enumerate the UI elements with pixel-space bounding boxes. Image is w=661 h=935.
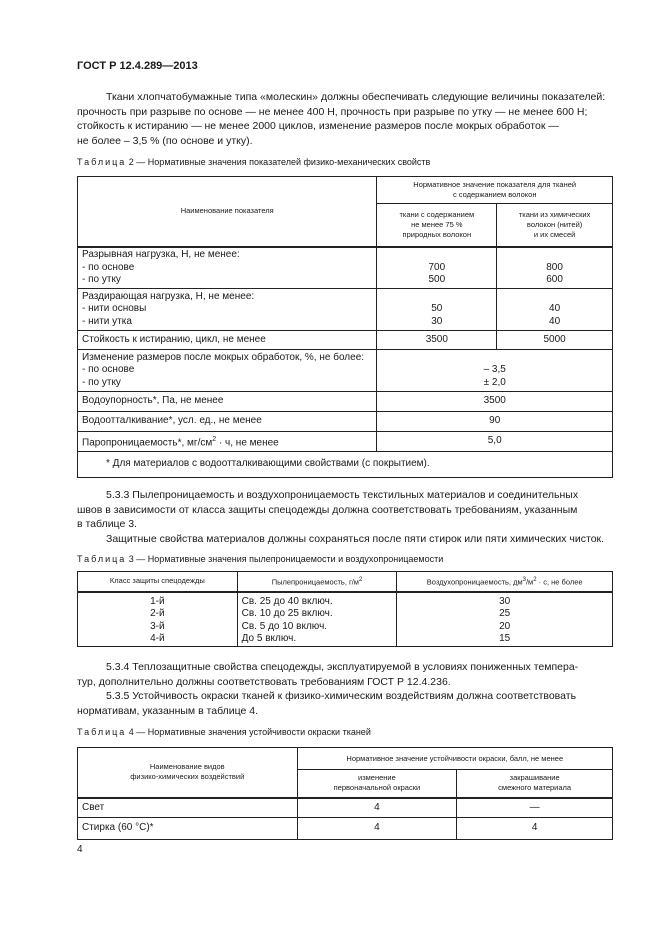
table2-head-col1: ткани с содержанием не менее 75 % природных волокон: [377, 204, 497, 247]
table4-head-col1: изменение первоначальной окраски: [297, 770, 457, 798]
document-header: ГОСТ Р 12.4.289—2013: [77, 60, 198, 72]
intro-line-4: не более – 3,5 % (по основе и утку).: [77, 134, 253, 147]
table2-caption: Таблица 2 — Нормативные значения показателей физико-механических свойств: [77, 157, 431, 167]
table2-head-name: Наименование показателя: [78, 177, 377, 247]
table-row: Изменение размеров после мокрых обработок, %, не более: - по основе - по утку – 3,5 ± 2,0: [78, 350, 613, 392]
intro-paragraph: [77, 90, 613, 148]
table-row: Разрывная нагрузка, Н, не менее: - по основе - по утку 700 500 800 600: [78, 247, 613, 289]
table2-head-norm: Нормативное значение показателя для тканей с содержанием волокон: [377, 177, 613, 204]
table2-footnote: * Для материалов с водоотталкивающими свойствами (с покрытием).: [78, 452, 613, 478]
table-3: [77, 571, 613, 647]
table4-head-col2: закрашивание смежного материала: [457, 770, 613, 798]
table-2: [77, 176, 613, 478]
table-row: Водоотталкивание*, усл. ед., не менее 90: [78, 412, 613, 432]
table3-head-air: Воздухопроницаемость, $дм^3/м^2 \cdot с$, не более: [397, 572, 613, 592]
table2-head-col2: ткани из химических волокон (нитей) и их смесей: [497, 204, 613, 247]
table-row: Свет 4 —: [78, 798, 613, 818]
table-row: Стирка (60 °С)* 4 4: [78, 818, 613, 840]
table4-head-name: Наименование видов физико-химических воздействий: [78, 748, 298, 798]
intro-line-1: Ткани хлопчатобумажные типа «молескин» должны обеспечивать следующие величины показателей:: [106, 91, 606, 103]
table-row: Водоупорность*, Па, не менее 3500: [78, 392, 613, 412]
table-4: [77, 747, 613, 840]
table-row: Раздирающая нагрузка, Н, не менее: - нити основы - нити утка 50 30 40 40: [78, 289, 613, 331]
page-number: 4: [77, 844, 83, 855]
intro-line-3: стойкость к истиранию — не менее 2000 циклов, изменение размеров после мокрых обработок —: [77, 120, 559, 132]
table3-head-dust: Пылепроницаемость, $г/м^2$: [237, 572, 397, 592]
table-row: 1-й 2-й 3-й 4-й Св. 25 до 40 включ. Св. 10 до 25 включ. Св. 5 до 10 включ. До 5 включ. 30 25 20 15: [78, 592, 613, 647]
paragraph-5-3-4: 5.3.4 Теплозащитные свойства спецодежды, эксплуатируемой в условиях пониженных темпера- тур, дополнительно должны соответствовать требованиям ГОСТ Р 12.4.236. 5.3.5 Устойчивость окраски тканей к физико-химическим воздействиям должна соответствовать нормативам, указанным в таблице 4.: [77, 661, 579, 717]
intro-line-2: прочность при разрыве по основе — не менее 400 Н, прочность при разрыве по утку — не менее 600 Н;: [77, 105, 588, 118]
table4-head-norm: Нормативное значение устойчивости окраски, балл, не менее: [297, 748, 612, 770]
table-row: Стойкость к истиранию, цикл, не менее 3500 5000: [78, 331, 613, 350]
table3-head-class: Класс защиты спецодежды: [78, 572, 238, 592]
table4-caption: Таблица 4 — Нормативные значения устойчивости окраски тканей: [77, 727, 371, 737]
paragraph-5-3-3: 5.3.3 Пылепроницаемость и воздухопроницаемость текстильных материалов и соединительных швов в зависимости от класса защиты спецодежды должна соответствовать требованиям, указанным в таблице 3. Защитные свойства материалов должны сохраняться после пяти стирок или пяти химических чисток.: [77, 489, 605, 545]
table3-caption: Таблица 3 — Нормативные значения пылепроницаемости и воздухопроницаемости: [77, 554, 444, 564]
table-row: Паропроницаемость*, $мг/см^2 \cdot ч$, не менее 5,0: [78, 432, 613, 452]
